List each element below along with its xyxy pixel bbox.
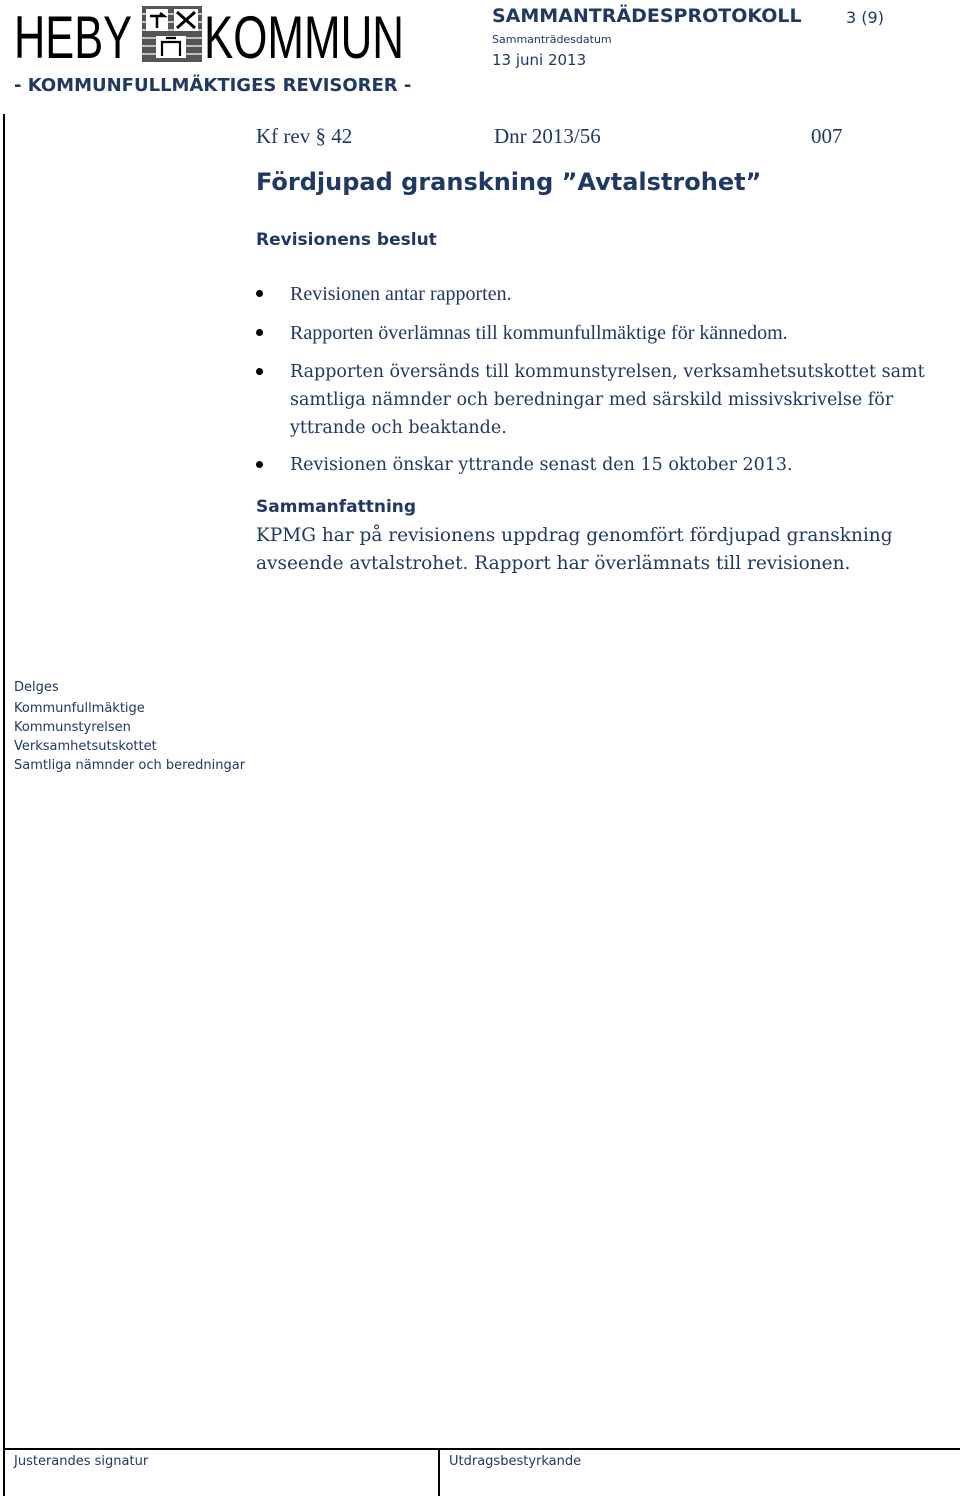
decision-item-text: Rapporten överlämnas till kommunfullmäktige för kännedom. (290, 322, 788, 344)
decision-item-text: Revisionen antar rapporten. (290, 283, 512, 305)
meeting-date-value: 13 juni 2013 (492, 51, 587, 69)
decision-list (256, 280, 936, 488)
footer-divider-line (3, 1448, 960, 1450)
bullet-icon (256, 461, 263, 468)
footer-column-divider (438, 1448, 440, 1496)
decision-item (256, 319, 936, 347)
certification-label: Utdragsbestyrkande (449, 1454, 582, 1469)
distribution-label: Delges (14, 680, 59, 695)
decision-item (256, 358, 936, 442)
recipient-item: Kommunstyrelsen (14, 720, 131, 735)
svg-text:HEBY: HEBY (14, 4, 132, 71)
left-margin-line (3, 114, 5, 1496)
bullet-icon (256, 329, 263, 336)
recipient-item: Verksamhetsutskottet (14, 739, 157, 754)
coat-of-arms-icon (142, 6, 202, 62)
page-number: 3 (9) (846, 8, 884, 27)
document-title: Fördjupad granskning ”Avtalstrohet” (256, 168, 762, 196)
heby-kommun-logo-graphic (14, 4, 406, 71)
protocol-title: SAMMANTRÄDESPROTOKOLL (492, 5, 802, 27)
meeting-date-label: Sammanträdesdatum (492, 33, 612, 46)
svg-text:KOMMUN: KOMMUN (204, 4, 404, 71)
bullet-icon (256, 368, 263, 375)
recipient-item: Samtliga nämnder och beredningar (14, 758, 246, 773)
decision-heading: Revisionens beslut (256, 230, 437, 250)
diary-number: Dnr 2013/56 (494, 124, 601, 148)
decision-item (256, 280, 936, 308)
summary-heading: Sammanfattning (256, 497, 417, 517)
summary-text: KPMG har på revisionens uppdrag genomfört fördjupad granskning avseende avtalstrohet. Rapport har överlämnats till revisionen. (256, 525, 893, 574)
signature-label: Justerandes signatur (14, 1454, 149, 1469)
department-subtitle: - KOMMUNFULLMÄKTIGES REVISORER - (14, 75, 412, 96)
paragraph-reference: Kf rev § 42 (256, 124, 353, 148)
municipality-logo (14, 4, 406, 71)
decision-item-text: Rapporten översänds till kommunstyrelsen, verksamhetsutskottet samt samtliga nämnder och beredningar med särskild missivskrivelse för yttrande och beaktande. (290, 362, 925, 438)
distribution-list (14, 699, 245, 775)
decision-item-text: Revisionen önskar yttrande senast den 15 oktober 2013. (290, 455, 793, 475)
recipient-item: Kommunfullmäktige (14, 701, 145, 716)
bullet-icon (256, 290, 263, 297)
case-code: 007 (811, 124, 843, 148)
decision-item (256, 451, 936, 479)
